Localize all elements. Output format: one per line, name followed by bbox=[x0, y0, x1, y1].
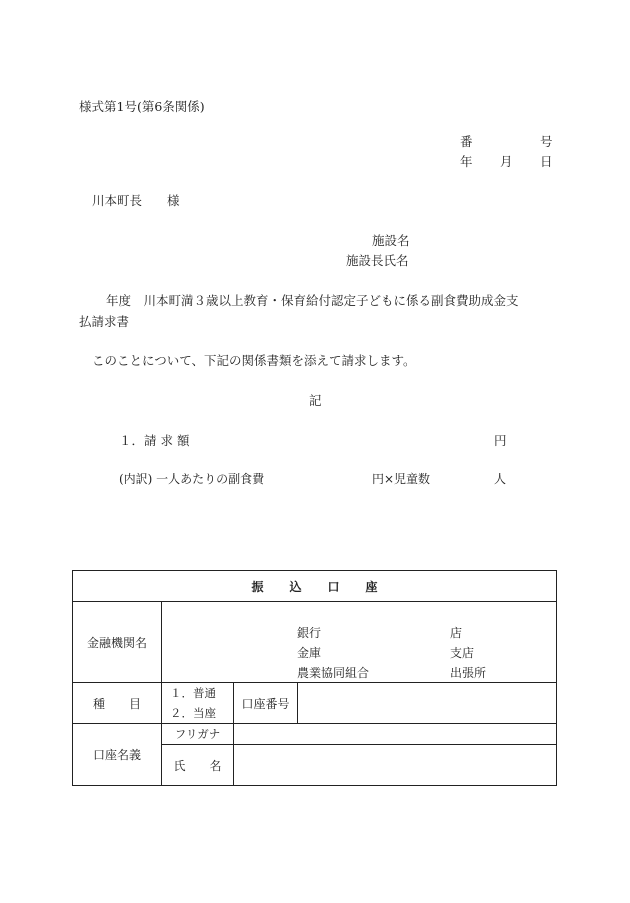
header-char: 口 bbox=[327, 579, 340, 594]
breakdown-mid: 円×児童数 bbox=[372, 472, 431, 486]
furigana-label: フリガナ bbox=[162, 724, 234, 745]
holder-name-label: 氏 名 bbox=[162, 745, 234, 786]
body-text: このことについて、下記の関係書類を添えて請求します。 bbox=[92, 353, 416, 368]
claim-amount-label: １．請 求 額 bbox=[119, 433, 190, 448]
branch-type-office: 出張所 bbox=[450, 666, 487, 680]
facility-head-label: 施設長氏名 bbox=[346, 253, 409, 268]
account-number-field[interactable] bbox=[298, 683, 557, 724]
table-header bbox=[73, 571, 557, 602]
breakdown-label: (内訳) 一人あたりの副食費 bbox=[119, 472, 265, 486]
date-day: 日 bbox=[540, 154, 553, 169]
branch-type-branch: 支店 bbox=[450, 646, 475, 660]
facility-name-label: 施設名 bbox=[372, 233, 410, 248]
account-type-current: ２．当座 bbox=[170, 706, 216, 720]
breakdown-unit: 人 bbox=[494, 472, 507, 486]
header-char: 振 bbox=[251, 579, 264, 594]
institution-field[interactable] bbox=[162, 602, 557, 683]
institution-label: 金融機関名 bbox=[73, 602, 162, 683]
ki-heading: 記 bbox=[309, 393, 322, 408]
header-char: 座 bbox=[365, 579, 378, 594]
account-number-label: 口座番号 bbox=[234, 683, 298, 724]
furigana-field[interactable] bbox=[234, 724, 557, 745]
inst-type-shinkin: 金庫 bbox=[297, 646, 322, 660]
holder-name-field[interactable] bbox=[234, 745, 557, 786]
form-number: 様式第1号(第6条関係) bbox=[79, 99, 205, 114]
inst-type-nokyo: 農業協同組合 bbox=[297, 666, 370, 680]
document-title-line1: 年度 川本町満３歳以上教育・保育給付認定子どもに係る副食費助成金支 bbox=[106, 293, 519, 308]
recipient: 川本町長 様 bbox=[92, 193, 180, 208]
date-year: 年 bbox=[460, 154, 473, 169]
header-char: 込 bbox=[289, 579, 302, 594]
number-label-left: 番 bbox=[460, 134, 473, 149]
account-type-label: 種 目 bbox=[73, 683, 162, 724]
number-label-right: 号 bbox=[540, 134, 553, 149]
account-holder-label: 口座名義 bbox=[73, 724, 162, 786]
document-title-line2: 払請求書 bbox=[79, 314, 130, 329]
date-month: 月 bbox=[500, 154, 513, 169]
claim-amount-unit: 円 bbox=[494, 433, 507, 448]
account-type-ordinary: １．普通 bbox=[170, 686, 216, 700]
bank-transfer-table bbox=[72, 570, 557, 786]
account-type-options[interactable] bbox=[162, 683, 234, 724]
branch-type-store: 店 bbox=[450, 626, 463, 640]
inst-type-bank: 銀行 bbox=[297, 626, 322, 640]
